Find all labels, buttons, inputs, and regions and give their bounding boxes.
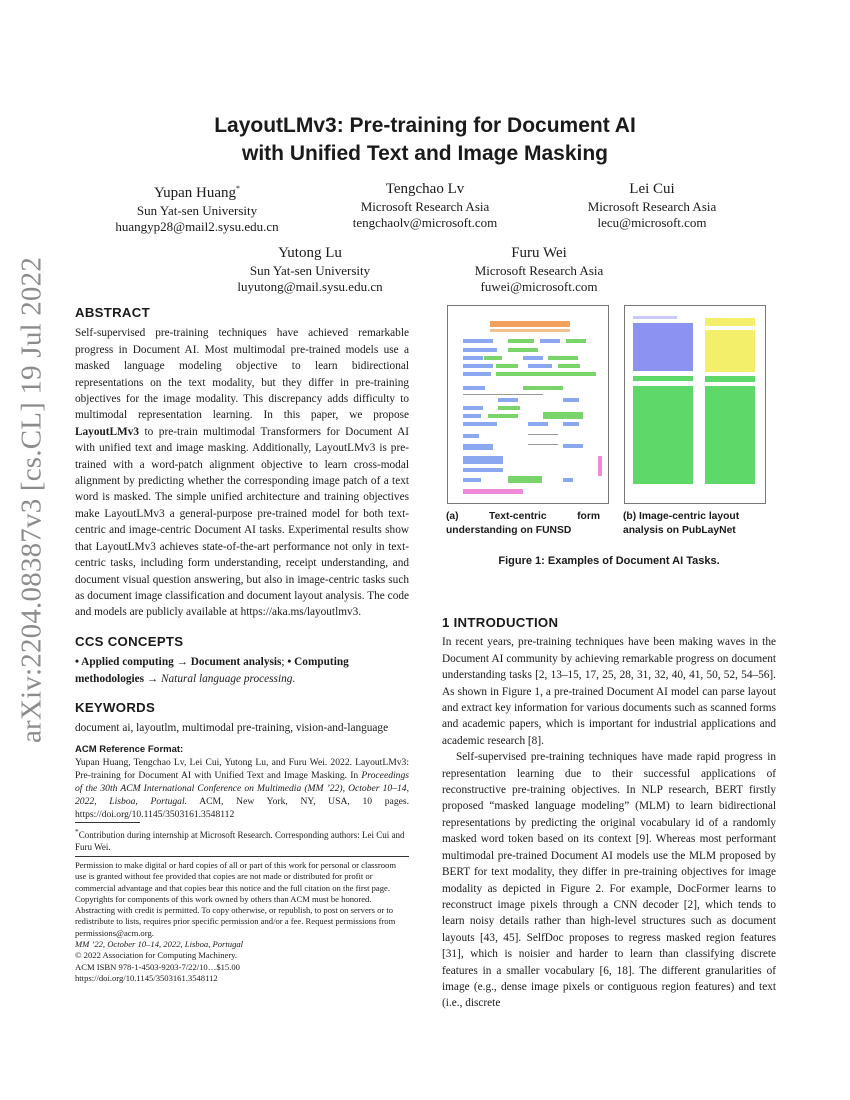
abstract-heading: ABSTRACT bbox=[75, 305, 150, 320]
author-name: Lei Cui bbox=[629, 181, 675, 197]
acm-reference-text: Yupan Huang, Tengchao Lv, Lei Cui, Yutong Lu, and Furu Wei. 2022. LayoutLMv3: Pre-training for Document AI with Unified Text and Image Masking. In Proceedings of the 30th ACM International Conference on Multimedia (MM ’22), October 10–14, 2022, Lisboa, Portugal. ACM, New York, NY, USA, 10 pages. https://doi.org/10.1145/3503161.3548112 bbox=[75, 756, 410, 820]
keywords-heading: KEYWORDS bbox=[75, 699, 156, 715]
figure-subcaption-a: (a) Text-centric form understanding on FUNSD bbox=[446, 511, 600, 536]
author-affiliation: Microsoft Research Asia bbox=[587, 199, 717, 214]
permission-block bbox=[75, 860, 409, 984]
footnote-rule bbox=[75, 822, 140, 823]
author-footnote-mark: * bbox=[236, 184, 241, 193]
author-block bbox=[532, 179, 772, 231]
permission-text: Permission to make digital or hard copies of all or part of this work for personal or classroom use is granted without fee provided that copies are not made or distributed for profit or commercial advantage and that copies bear this notice and the full citation on the first page. Copyrights for components of this work owned by others than ACM must be honored. Abstracting with credit is permitted. To copy otherwise, or republish, to post on servers or to redistribute to lists, requires prior specific permission and/or a fee. Request permissions from permissions@acm.org. bbox=[75, 860, 396, 938]
author-name: Tengchao Lv bbox=[385, 181, 465, 197]
arxiv-stamp: arXiv:2204.08387v3 [cs.CL] 19 Jul 2022 bbox=[15, 256, 48, 744]
paper-title bbox=[0, 112, 850, 168]
author-block bbox=[419, 243, 659, 295]
author-affiliation: Microsoft Research Asia bbox=[474, 263, 604, 278]
ccs-heading: CCS CONCEPTS bbox=[75, 633, 184, 649]
author-affiliation: Sun Yat-sen University bbox=[249, 263, 371, 278]
intro-paragraph-1: In recent years, pre-training techniques have been making waves in the Document AI community by achieving remarkable progress on document understanding tasks [2, 13–15, 17, 25, 28, 31, 32, 40, 41, 50, 52, 54–56]. As shown in Figure 1, a pre-trained Document AI model can parse layout and extract key information for various documents such as scanned forms and academic papers, which is important for industrial applications and academic research [8]. bbox=[442, 636, 776, 747]
author-name: Yupan Huang bbox=[153, 185, 237, 201]
author-email: luyutong@mail.sysu.edu.cn bbox=[237, 279, 383, 294]
acm-reference bbox=[75, 743, 409, 821]
footnote-mark: * bbox=[75, 827, 79, 836]
isbn: ACM ISBN 978-1-4503-9203-7/22/10…$15.00 bbox=[75, 961, 240, 972]
author-email: tengchaolv@microsoft.com bbox=[352, 215, 498, 230]
figure-subcaption-b: (b) Image-centric layout analysis on PubLayNet bbox=[623, 511, 740, 536]
keywords-text: document ai, layoutlm, multimodal pre-training, vision-and-language bbox=[75, 722, 389, 735]
author-affiliation: Sun Yat-sen University bbox=[136, 203, 258, 218]
model-name: LayoutLMv3 bbox=[75, 425, 140, 438]
left-column bbox=[75, 305, 409, 821]
title-line-1: LayoutLMv3: Pre-training for Document AI bbox=[214, 114, 636, 137]
author-email: lecu@microsoft.com bbox=[597, 215, 707, 230]
acm-reference-heading: ACM Reference Format: bbox=[75, 743, 184, 755]
figure-caption: Figure 1: Examples of Document AI Tasks. bbox=[498, 555, 720, 567]
title-line-2: with Unified Text and Image Masking bbox=[242, 142, 608, 165]
author-block bbox=[305, 179, 545, 231]
intro-paragraph-2: Self-supervised pre-training techniques have made rapid progress in representation learning due to their successful applications of reconstructive pre-training objectives. In NLP research, BERT firstly proposed “masked language modeling” (MLM) to learn bidirectional representations by predicting the original vocabulary id of a randomly masked word token based on its context [9]. Whereas most performant multimodal pre-trained Document AI models use the MLM proposed by BERT for text modality, they differ in pre-training objectives for image modality as depicted in Figure 2. For example, DocFormer learns to reconstruct image pixels through a CNN decoder [2], which tends to learn noisy details rather than high-level structures such as document layouts [43, 45]. SelfDoc proposes to regress masked region features [31], which is noisier and harder to learn than classifying discrete features in a smaller vocabulary [6, 18]. The different granularities of image (e.g., dense image pixels or contiguous region features) and text (i.e., discrete bbox=[442, 751, 776, 1010]
figure-publaynet-image bbox=[624, 305, 766, 504]
author-name: Yutong Lu bbox=[278, 245, 342, 261]
author-block bbox=[77, 179, 317, 235]
footnote: *Contribution during internship at Microsoft Research. Corresponding authors: Lei Cui and Furu Wei. bbox=[75, 827, 405, 852]
author-affiliation: Microsoft Research Asia bbox=[360, 199, 490, 214]
intro-heading: 1 INTRODUCTION bbox=[442, 615, 559, 630]
author-email: huangyp28@mail2.sysu.edu.cn bbox=[115, 219, 279, 234]
doi: https://doi.org/10.1145/3503161.3548112 bbox=[75, 972, 218, 983]
author-name: Furu Wei bbox=[511, 245, 567, 261]
abstract-text: Self-supervised pre-training techniques have achieved remarkable progress in Document AI. Most multimodal pre-trained models use a masked language modeling objective to learn bidirectional representations on the text modality, but they differ in pre-training objectives for the image modality. This discrepancy adds difficulty to multimodal representation learning. In this paper, we propose LayoutLMv3 to pre-train multimodal Transformers for Document AI with unified text and image masking. Additionally, LayoutLMv3 is pre-trained with a word-patch alignment objective to learn cross-modal alignment by predicting whether the corresponding image patch of a text word is masked. The simple unified architecture and training objectives make LayoutLMv3 a general-purpose pre-trained model for both text-centric and image-centric Document AI tasks. Experimental results show that LayoutLMv3 achieves state-of-the-art performance not only in text-centric tasks, including form understanding, receipt understanding, and document visual question answering, but also in image-centric tasks such as document image classification and document layout analysis. The code and models are publicly available at https://aka.ms/layoutlmv3. bbox=[75, 327, 409, 619]
author-block bbox=[190, 243, 430, 295]
ccs-text: • Applied computing → Document analysis; • Computing methodologies → Natural language processing. bbox=[75, 656, 349, 685]
right-column bbox=[442, 615, 776, 1012]
figure-funsd-image bbox=[447, 305, 609, 504]
permission-rule bbox=[75, 856, 409, 857]
author-email: fuwei@microsoft.com bbox=[480, 279, 598, 294]
copyright: © 2022 Association for Computing Machinery. bbox=[75, 950, 238, 961]
venue: MM ’22, October 10–14, 2022, Lisboa, Portugal bbox=[75, 939, 244, 950]
